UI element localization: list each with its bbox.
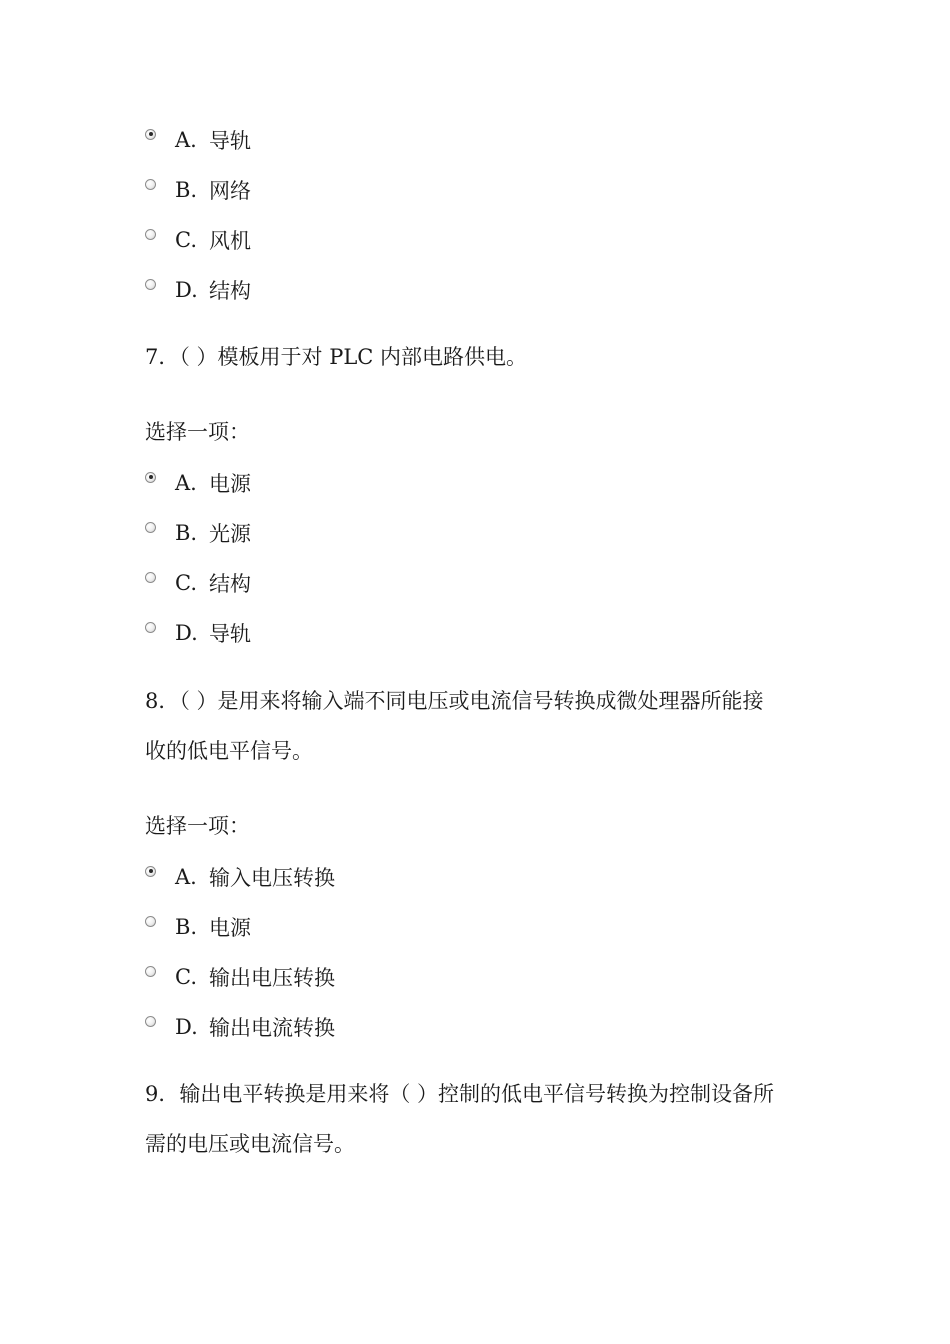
q8-option-b[interactable] bbox=[145, 912, 251, 942]
q7-option-a[interactable] bbox=[145, 468, 251, 498]
radio-unchecked-icon[interactable] bbox=[145, 916, 156, 927]
option-text: 结构 bbox=[209, 279, 251, 303]
radio-checked-icon[interactable] bbox=[145, 129, 156, 140]
radio-checked-icon[interactable] bbox=[145, 866, 156, 877]
option-text: 网络 bbox=[209, 179, 251, 203]
question-9-line-1: 9．输出电平转换是用来将（ ）控制的低电平信号转换为控制设备所 bbox=[145, 1082, 775, 1106]
option-text: 光源 bbox=[209, 522, 251, 546]
radio-unchecked-icon[interactable] bbox=[145, 966, 156, 977]
radio-unchecked-icon[interactable] bbox=[145, 1016, 156, 1027]
option-text: 电源 bbox=[209, 916, 251, 940]
radio-unchecked-icon[interactable] bbox=[145, 179, 156, 190]
option-letter: C. bbox=[175, 571, 197, 595]
option-letter: C. bbox=[175, 965, 197, 989]
option-letter: A. bbox=[175, 865, 197, 889]
option-text: 输入电压转换 bbox=[209, 866, 335, 890]
option-letter: A. bbox=[175, 471, 197, 495]
option-letter: B. bbox=[175, 178, 198, 202]
q8-option-d[interactable] bbox=[145, 1012, 335, 1042]
radio-unchecked-icon[interactable] bbox=[145, 522, 156, 533]
option-letter: D. bbox=[175, 1015, 198, 1039]
q7-option-b[interactable] bbox=[145, 518, 251, 548]
option-text: 导轨 bbox=[209, 129, 251, 153]
option-text: 输出电压转换 bbox=[209, 966, 335, 990]
question-7-prompt: 选择一项： bbox=[145, 420, 250, 444]
option-letter: C. bbox=[175, 228, 197, 252]
option-letter: A. bbox=[175, 128, 197, 152]
q6-option-c[interactable] bbox=[145, 225, 251, 255]
q7-option-d[interactable] bbox=[145, 618, 251, 648]
option-letter: B. bbox=[175, 521, 198, 545]
q6-option-a[interactable] bbox=[145, 125, 251, 155]
question-8-prompt: 选择一项： bbox=[145, 814, 250, 838]
radio-unchecked-icon[interactable] bbox=[145, 229, 156, 240]
option-letter: D. bbox=[175, 278, 198, 302]
option-text: 输出电流转换 bbox=[209, 1016, 335, 1040]
option-text: 风机 bbox=[209, 229, 251, 253]
q6-option-b[interactable] bbox=[145, 175, 251, 205]
radio-unchecked-icon[interactable] bbox=[145, 622, 156, 633]
radio-checked-icon[interactable] bbox=[145, 472, 156, 483]
q8-option-a[interactable] bbox=[145, 862, 335, 892]
question-9-line-2: 需的电压或电流信号。 bbox=[145, 1132, 355, 1156]
q7-option-c[interactable] bbox=[145, 568, 251, 598]
option-letter: B. bbox=[175, 915, 198, 939]
question-7-text: 7．（ ）模板用于对 PLC 内部电路供电。 bbox=[145, 345, 528, 369]
option-text: 导轨 bbox=[209, 622, 251, 646]
question-8-line-1: 8．（ ）是用来将输入端不同电压或电流信号转换成微处理器所能接 bbox=[145, 689, 764, 713]
option-text: 电源 bbox=[209, 472, 251, 496]
radio-unchecked-icon[interactable] bbox=[145, 572, 156, 583]
option-text: 结构 bbox=[209, 572, 251, 596]
question-8-line-2: 收的低电平信号。 bbox=[145, 739, 313, 763]
radio-unchecked-icon[interactable] bbox=[145, 279, 156, 290]
option-letter: D. bbox=[175, 621, 198, 645]
q6-option-d[interactable] bbox=[145, 275, 251, 305]
q8-option-c[interactable] bbox=[145, 962, 335, 992]
